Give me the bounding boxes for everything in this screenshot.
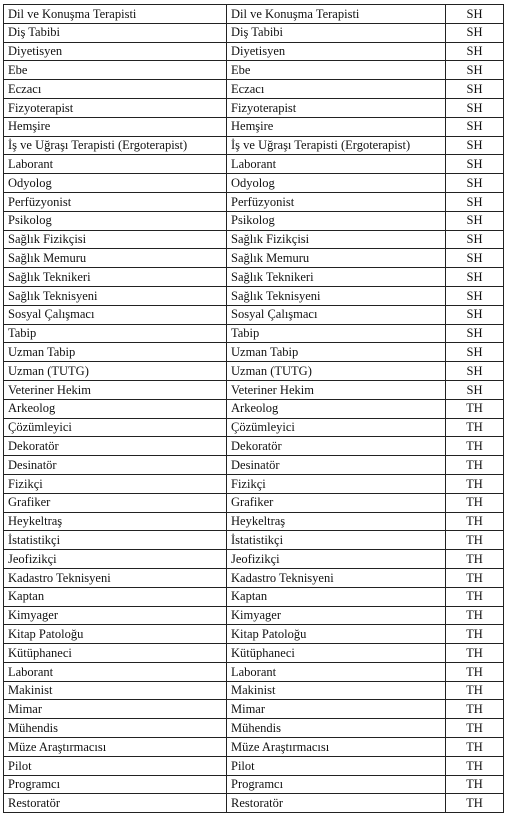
service-class-code-cell: TH <box>446 493 504 512</box>
table-row <box>4 681 504 700</box>
table-row <box>4 531 504 550</box>
table-row <box>4 399 504 418</box>
equivalent-title-cell: Grafiker <box>227 493 446 512</box>
service-class-code-cell: SH <box>446 117 504 136</box>
service-class-code-cell: TH <box>446 644 504 663</box>
job-title-cell: Odyolog <box>4 174 227 193</box>
equivalent-title-cell: Makinist <box>227 681 446 700</box>
equivalent-title-cell: Kütüphaneci <box>227 644 446 663</box>
job-title-cell: Sağlık Memuru <box>4 249 227 268</box>
equivalent-title-cell: Jeofizikçi <box>227 550 446 569</box>
job-title-cell: Programcı <box>4 775 227 794</box>
service-class-code-cell: TH <box>446 794 504 813</box>
table-row <box>4 568 504 587</box>
job-title-cell: Laborant <box>4 155 227 174</box>
table-row <box>4 23 504 42</box>
service-class-code-cell: SH <box>446 268 504 287</box>
table-row <box>4 117 504 136</box>
service-class-code-cell: SH <box>446 192 504 211</box>
equivalent-title-cell: Uzman (TUTG) <box>227 362 446 381</box>
table-row <box>4 493 504 512</box>
job-title-cell: İstatistikçi <box>4 531 227 550</box>
service-class-code-cell: TH <box>446 587 504 606</box>
job-title-cell: İş ve Uğraşı Terapisti (Ergoterapist) <box>4 136 227 155</box>
table-row <box>4 42 504 61</box>
equivalent-title-cell: İş ve Uğraşı Terapisti (Ergoterapist) <box>227 136 446 155</box>
equivalent-title-cell: Mühendis <box>227 719 446 738</box>
table-row <box>4 230 504 249</box>
table-row <box>4 775 504 794</box>
job-title-cell: Kaptan <box>4 587 227 606</box>
service-class-code-cell: TH <box>446 700 504 719</box>
job-title-table-body <box>4 5 504 813</box>
service-class-code-cell: SH <box>446 174 504 193</box>
service-class-code-cell: SH <box>446 136 504 155</box>
service-class-code-cell: SH <box>446 324 504 343</box>
service-class-code-cell: SH <box>446 211 504 230</box>
service-class-code-cell: TH <box>446 738 504 757</box>
service-class-code-cell: TH <box>446 550 504 569</box>
table-row <box>4 61 504 80</box>
job-title-cell: Kitap Patoloğu <box>4 625 227 644</box>
service-class-code-cell: SH <box>446 362 504 381</box>
equivalent-title-cell: Dekoratör <box>227 437 446 456</box>
job-title-cell: Psikolog <box>4 211 227 230</box>
job-title-cell: Fizyoterapist <box>4 98 227 117</box>
job-title-cell: Fizikçi <box>4 474 227 493</box>
job-title-cell: Arkeolog <box>4 399 227 418</box>
table-row <box>4 512 504 531</box>
table-row <box>4 437 504 456</box>
service-class-code-cell: SH <box>446 23 504 42</box>
job-title-cell: Uzman Tabip <box>4 343 227 362</box>
equivalent-title-cell: Perfüzyonist <box>227 192 446 211</box>
table-row <box>4 5 504 24</box>
service-class-code-cell: SH <box>446 98 504 117</box>
table-row <box>4 662 504 681</box>
table-row <box>4 211 504 230</box>
table-row <box>4 362 504 381</box>
equivalent-title-cell: Ebe <box>227 61 446 80</box>
job-title-cell: Pilot <box>4 756 227 775</box>
equivalent-title-cell: Restoratör <box>227 794 446 813</box>
table-row <box>4 456 504 475</box>
job-title-cell: Sağlık Fizikçisi <box>4 230 227 249</box>
equivalent-title-cell: Tabip <box>227 324 446 343</box>
service-class-code-cell: TH <box>446 512 504 531</box>
job-title-cell: Sağlık Teknikeri <box>4 268 227 287</box>
equivalent-title-cell: Sosyal Çalışmacı <box>227 305 446 324</box>
equivalent-title-cell: Uzman Tabip <box>227 343 446 362</box>
job-title-cell: Mimar <box>4 700 227 719</box>
table-row <box>4 136 504 155</box>
service-class-code-cell: SH <box>446 155 504 174</box>
equivalent-title-cell: Sağlık Teknisyeni <box>227 286 446 305</box>
service-class-code-cell: TH <box>446 775 504 794</box>
service-class-code-cell: TH <box>446 625 504 644</box>
table-row <box>4 606 504 625</box>
table-row <box>4 625 504 644</box>
equivalent-title-cell: Çözümleyici <box>227 418 446 437</box>
equivalent-title-cell: Kadastro Teknisyeni <box>227 568 446 587</box>
service-class-code-cell: TH <box>446 456 504 475</box>
equivalent-title-cell: Hemşire <box>227 117 446 136</box>
job-title-cell: Kimyager <box>4 606 227 625</box>
job-title-cell: Jeofizikçi <box>4 550 227 569</box>
equivalent-title-cell: Müze Araştırmacısı <box>227 738 446 757</box>
job-title-table <box>3 4 504 813</box>
equivalent-title-cell: Laborant <box>227 662 446 681</box>
equivalent-title-cell: Sağlık Memuru <box>227 249 446 268</box>
service-class-code-cell: SH <box>446 230 504 249</box>
table-row <box>4 474 504 493</box>
service-class-code-cell: TH <box>446 399 504 418</box>
service-class-code-cell: TH <box>446 531 504 550</box>
job-title-cell: Çözümleyici <box>4 418 227 437</box>
table-row <box>4 418 504 437</box>
table-row <box>4 324 504 343</box>
service-class-code-cell: SH <box>446 343 504 362</box>
job-title-cell: Restoratör <box>4 794 227 813</box>
table-row <box>4 305 504 324</box>
job-title-cell: Kadastro Teknisyeni <box>4 568 227 587</box>
job-title-cell: Müze Araştırmacısı <box>4 738 227 757</box>
table-row <box>4 756 504 775</box>
service-class-code-cell: SH <box>446 5 504 24</box>
table-row <box>4 98 504 117</box>
equivalent-title-cell: Sağlık Fizikçisi <box>227 230 446 249</box>
job-title-cell: Mühendis <box>4 719 227 738</box>
service-class-code-cell: SH <box>446 286 504 305</box>
equivalent-title-cell: Diş Tabibi <box>227 23 446 42</box>
service-class-code-cell: SH <box>446 249 504 268</box>
equivalent-title-cell: Arkeolog <box>227 399 446 418</box>
service-class-code-cell: TH <box>446 606 504 625</box>
job-title-cell: Desinatör <box>4 456 227 475</box>
table-row <box>4 80 504 99</box>
equivalent-title-cell: Laborant <box>227 155 446 174</box>
job-title-cell: Makinist <box>4 681 227 700</box>
service-class-code-cell: SH <box>446 380 504 399</box>
job-title-cell: Ebe <box>4 61 227 80</box>
job-title-cell: Tabip <box>4 324 227 343</box>
equivalent-title-cell: Fizikçi <box>227 474 446 493</box>
equivalent-title-cell: Eczacı <box>227 80 446 99</box>
service-class-code-cell: TH <box>446 568 504 587</box>
job-title-cell: Diş Tabibi <box>4 23 227 42</box>
table-row <box>4 550 504 569</box>
job-title-cell: Dekoratör <box>4 437 227 456</box>
equivalent-title-cell: Psikolog <box>227 211 446 230</box>
equivalent-title-cell: Pilot <box>227 756 446 775</box>
table-row <box>4 719 504 738</box>
equivalent-title-cell: Diyetisyen <box>227 42 446 61</box>
service-class-code-cell: TH <box>446 756 504 775</box>
service-class-code-cell: TH <box>446 418 504 437</box>
equivalent-title-cell: Programcı <box>227 775 446 794</box>
table-row <box>4 380 504 399</box>
equivalent-title-cell: Heykeltraş <box>227 512 446 531</box>
equivalent-title-cell: Fizyoterapist <box>227 98 446 117</box>
table-row <box>4 249 504 268</box>
job-title-cell: Uzman (TUTG) <box>4 362 227 381</box>
job-title-cell: Sosyal Çalışmacı <box>4 305 227 324</box>
equivalent-title-cell: Dil ve Konuşma Terapisti <box>227 5 446 24</box>
job-title-cell: Veteriner Hekim <box>4 380 227 399</box>
service-class-code-cell: SH <box>446 305 504 324</box>
service-class-code-cell: SH <box>446 61 504 80</box>
job-title-cell: Eczacı <box>4 80 227 99</box>
service-class-code-cell: TH <box>446 719 504 738</box>
job-title-cell: Laborant <box>4 662 227 681</box>
equivalent-title-cell: İstatistikçi <box>227 531 446 550</box>
job-title-cell: Sağlık Teknisyeni <box>4 286 227 305</box>
table-row <box>4 174 504 193</box>
equivalent-title-cell: Kimyager <box>227 606 446 625</box>
table-row <box>4 738 504 757</box>
equivalent-title-cell: Sağlık Teknikeri <box>227 268 446 287</box>
table-row <box>4 700 504 719</box>
service-class-code-cell: SH <box>446 42 504 61</box>
table-row <box>4 343 504 362</box>
equivalent-title-cell: Odyolog <box>227 174 446 193</box>
equivalent-title-cell: Kaptan <box>227 587 446 606</box>
document-page <box>3 4 503 813</box>
table-row <box>4 155 504 174</box>
equivalent-title-cell: Mimar <box>227 700 446 719</box>
service-class-code-cell: TH <box>446 437 504 456</box>
service-class-code-cell: SH <box>446 80 504 99</box>
table-row <box>4 268 504 287</box>
job-title-cell: Kütüphaneci <box>4 644 227 663</box>
job-title-cell: Diyetisyen <box>4 42 227 61</box>
service-class-code-cell: TH <box>446 474 504 493</box>
job-title-cell: Dil ve Konuşma Terapisti <box>4 5 227 24</box>
service-class-code-cell: TH <box>446 662 504 681</box>
equivalent-title-cell: Kitap Patoloğu <box>227 625 446 644</box>
table-row <box>4 286 504 305</box>
table-row <box>4 587 504 606</box>
service-class-code-cell: TH <box>446 681 504 700</box>
table-row <box>4 192 504 211</box>
table-row <box>4 644 504 663</box>
job-title-cell: Hemşire <box>4 117 227 136</box>
equivalent-title-cell: Veteriner Hekim <box>227 380 446 399</box>
job-title-cell: Perfüzyonist <box>4 192 227 211</box>
job-title-cell: Grafiker <box>4 493 227 512</box>
job-title-cell: Heykeltraş <box>4 512 227 531</box>
equivalent-title-cell: Desinatör <box>227 456 446 475</box>
table-row <box>4 794 504 813</box>
